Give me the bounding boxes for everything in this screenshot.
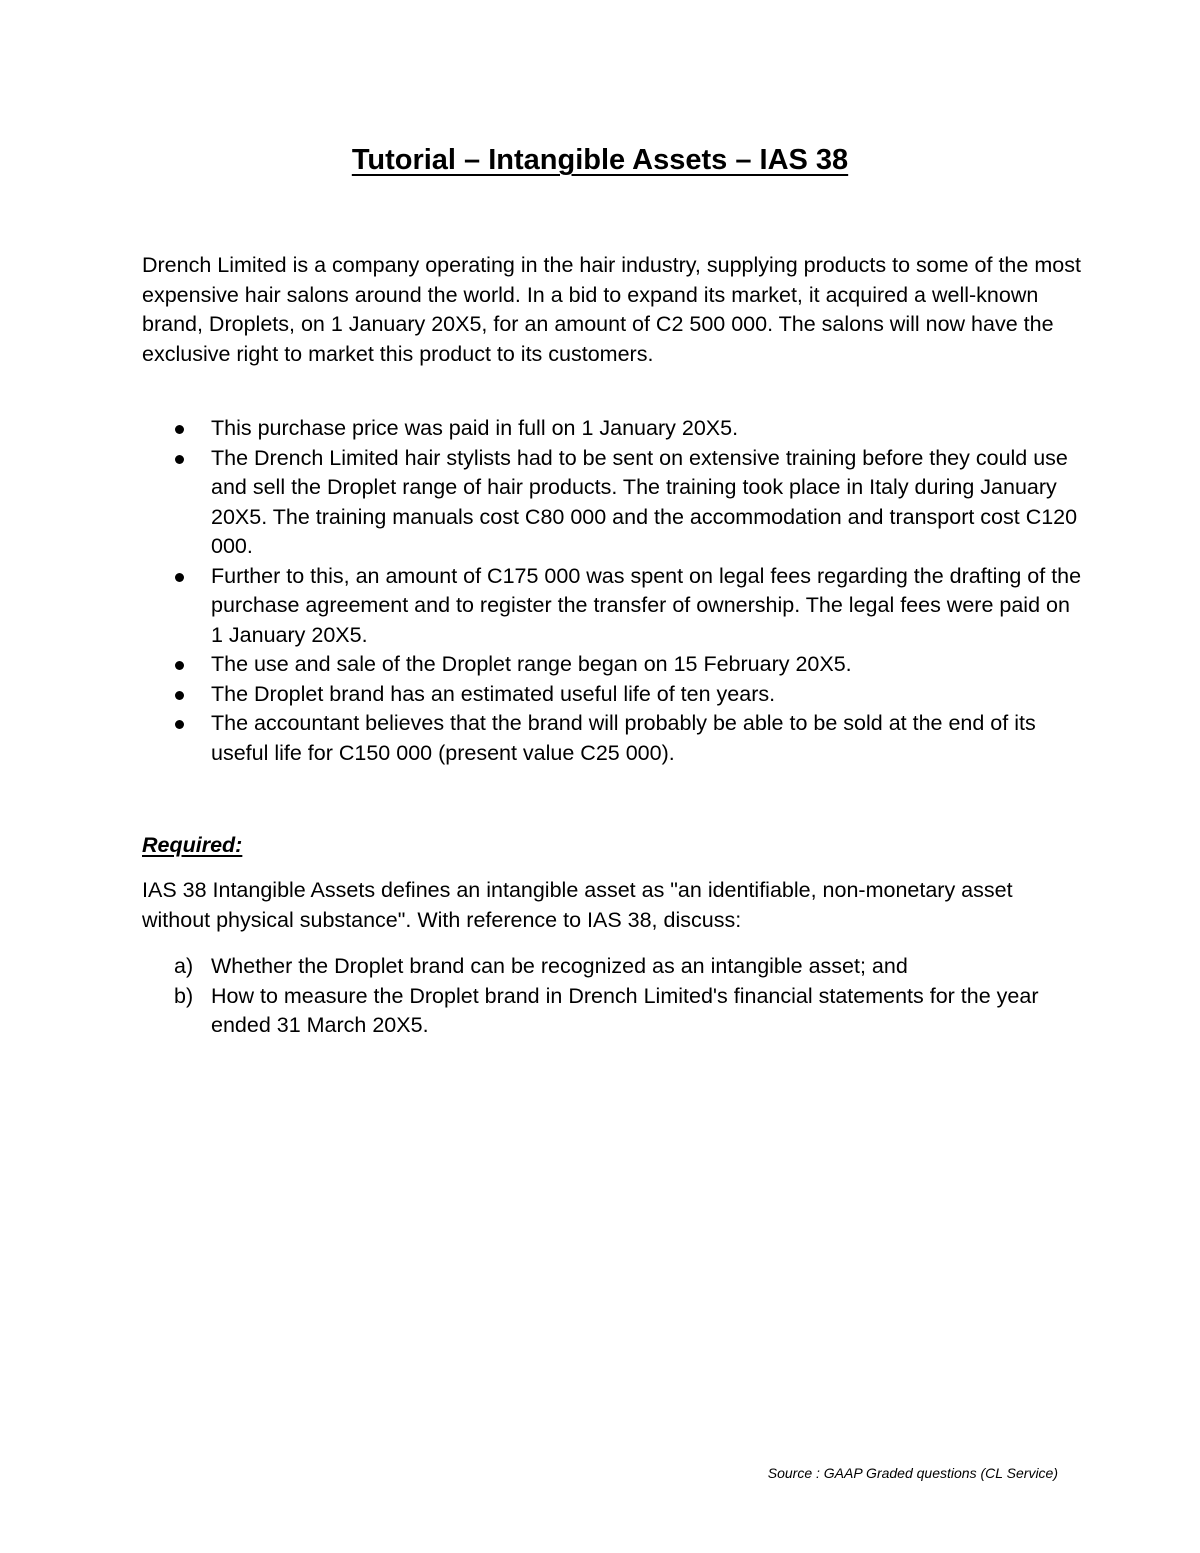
list-item: [142, 562, 1082, 651]
source-footer: Source : GAAP Graded questions (CL Service): [767, 1465, 1058, 1481]
bullet-icon: [175, 425, 184, 434]
bullet-text: The use and sale of the Droplet range began on 15 February 20X5.: [211, 652, 852, 676]
bullet-text: The Droplet brand has an estimated useful life of ten years.: [211, 681, 776, 706]
bullet-text: This purchase price was paid in full on 1 January 20X5.: [211, 416, 739, 440]
bullet-icon: [175, 455, 184, 464]
bullet-text: The Drench Limited hair stylists had to be sent on extensive training before they could use and sell the Droplet range of hair products. The training took place in Italy during January 20X5. The training manuals cost C80 000 and the accommodation and transport cost C120 000.: [211, 445, 1078, 558]
bullet-text: Further to this, an amount of C175 000 was spent on legal fees regarding the drafting of the purchase agreement and to register the transfer of ownership. The legal fees were paid on 1 January 20X5.: [211, 563, 1082, 647]
bullet-icon: [175, 573, 184, 582]
list-item: [142, 650, 1082, 680]
bullet-text: The accountant believes that the brand will probably be able to be sold at the end of its useful life for C150 000 (present value C25 000).: [211, 711, 1036, 765]
list-item: [142, 680, 1082, 710]
document-title: Tutorial – Intangible Assets – IAS 38: [351, 144, 849, 176]
list-item: [142, 952, 1082, 982]
intro-paragraph: Drench Limited is a company operating in the hair industry, supplying products to some of the most expensive hair salons around the world. In a bid to expand its market, it acquired a well-known brand, Droplets, on 1 January 20X5, for an amount of C2 500 000. The salons will now have the exclusive right to market this product to its customers.: [142, 253, 1081, 366]
list-item: [142, 444, 1082, 562]
list-item: [142, 709, 1082, 768]
bullet-icon: [175, 661, 184, 670]
bullet-icon: [175, 691, 184, 700]
sub-item-text: How to measure the Droplet brand in Drench Limited's financial statements for the year ended 31 March 20X5.: [211, 983, 1039, 1037]
bullet-icon: [175, 720, 184, 729]
list-marker: a): [174, 954, 194, 978]
facts-bullet-list: [142, 414, 1082, 768]
sub-item-text: Whether the Droplet brand can be recognized as an intangible asset; and: [211, 954, 908, 978]
list-marker: b): [174, 983, 194, 1008]
required-heading: Required:: [142, 833, 243, 857]
required-sub-list: [142, 952, 1082, 1041]
required-paragraph: IAS 38 Intangible Assets defines an intangible asset as "an identifiable, non-monetary asset without physical substance". With reference to IAS 38, discuss:: [142, 878, 1013, 932]
list-item: [142, 414, 1082, 444]
list-item: [142, 982, 1082, 1041]
